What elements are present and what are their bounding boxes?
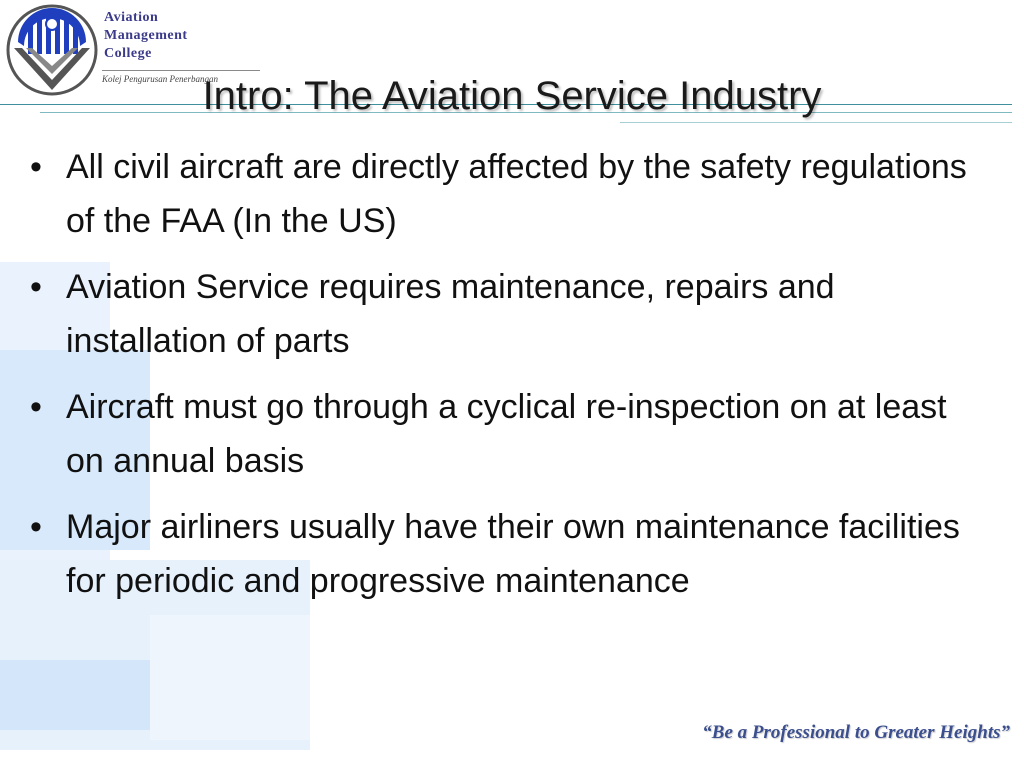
bullet-text: Major airliners usually have their own maintenance facilities for periodic and progressive maintenance (66, 508, 960, 600)
bullet-item (30, 260, 990, 368)
bullet-dot-icon: • (30, 148, 42, 186)
bullet-item (30, 380, 990, 488)
bullet-text: Aviation Service requires maintenance, repairs and installation of parts (66, 268, 835, 360)
bullet-dot-icon: • (30, 508, 42, 546)
bullet-text: All civil aircraft are directly affected by the safety regulations of the FAA (In the US) (66, 148, 967, 240)
background-block (150, 615, 310, 740)
logo-text-line: Aviation (104, 10, 159, 25)
footer-slogan: “Be a Professional to Greater Heights” (702, 722, 1010, 743)
bullet-dot-icon: • (30, 268, 42, 306)
header-rule (620, 122, 1012, 123)
logo-text-line: College (104, 46, 152, 61)
bullet-item (30, 500, 990, 608)
bullet-dot-icon: • (30, 388, 42, 426)
logo-text-line: Management (104, 28, 188, 43)
logo-subtitle: Kolej Pengurusan Penerbangan (102, 74, 218, 84)
slide-title: Intro: The Aviation Service Industry (202, 74, 822, 118)
bullet-text: Aircraft must go through a cyclical re-inspection on at least on annual basis (66, 388, 947, 480)
bullet-item (30, 140, 990, 248)
bullet-list (30, 140, 990, 620)
